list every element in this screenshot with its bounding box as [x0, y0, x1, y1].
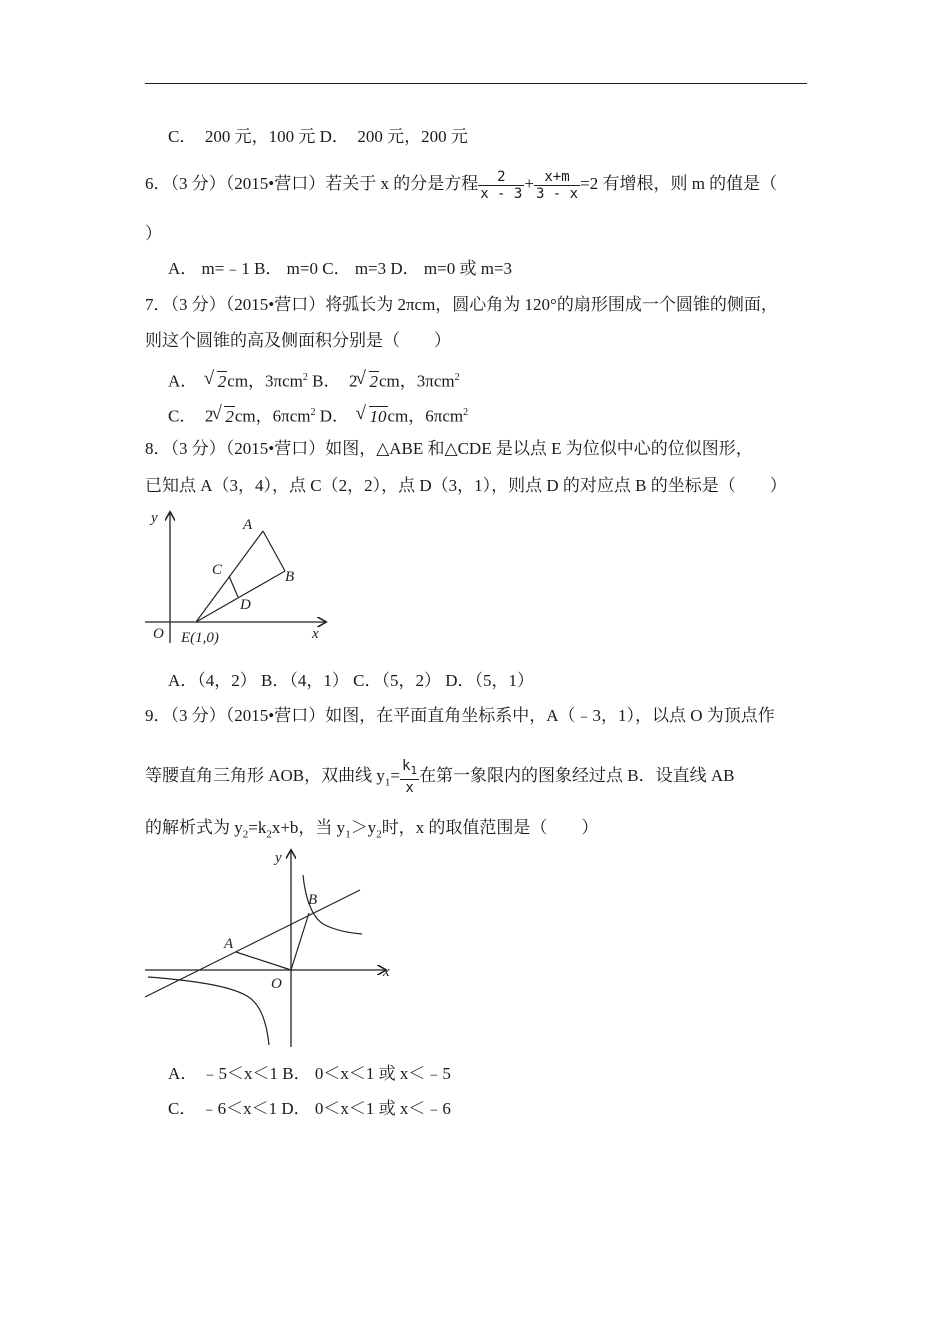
- superscript: 2: [302, 372, 308, 383]
- q7-stem-line2: 则这个圆锥的高及侧面积分别是（ ）: [145, 331, 451, 350]
- subscript: 1: [410, 763, 418, 777]
- q8-stem-line1: 8．（3 分）（2015•营口）如图，△ABE 和△CDE 是以点 E 为位似中心的位似图形，: [145, 439, 753, 458]
- label-E: E(1,0): [181, 630, 219, 646]
- q9-stem3-d: ＞y: [350, 818, 377, 837]
- q9-stem3-e: 时，x 的取值范围是（ ）: [381, 818, 599, 837]
- q9-options-cd: C． ﹣6＜x＜1 D． 0＜x＜1 或 x＜﹣6: [168, 1099, 451, 1118]
- q8-stem-line2: 已知点 A（3，4），点 C（2，2），点 D（3，1），则点 D 的对应点 B 的坐标是（ ）: [145, 476, 787, 495]
- q9-stem3-a: 的解析式为 y: [145, 818, 243, 837]
- sqrt-symbol: [206, 371, 228, 393]
- radicand: 2: [225, 406, 234, 426]
- frac2-numerator: x+m: [534, 169, 580, 186]
- q9-stem-line1: 9．（3 分）（2015•营口）如图，在平面直角坐标系中，A（﹣3，1），以点 O 为顶点作: [145, 706, 775, 725]
- segment-AO: [236, 952, 291, 970]
- q9-stem3-b: =k: [248, 818, 267, 837]
- label-x: x: [312, 626, 319, 642]
- q9-options-ab: A． ﹣5＜x＜1 B． 0＜x＜1 或 x＜﹣5: [168, 1064, 451, 1083]
- q7-option-c-text: cm，6πcm: [234, 406, 311, 426]
- segment-OB: [291, 913, 309, 970]
- segment-AB: [263, 531, 285, 571]
- q9-stem3-c: x+b，当 y: [271, 818, 346, 837]
- q8-figure: [140, 505, 340, 650]
- q8-options: A．（4，2） B．（4，1） C．（5，2） D．（5，1）: [168, 671, 534, 690]
- frac-numerator: k: [402, 758, 411, 775]
- label-y: y: [275, 850, 282, 866]
- equals-sign: =: [390, 766, 400, 785]
- subscript: 2: [266, 828, 272, 841]
- sqrt-symbol: [213, 406, 235, 428]
- frac1-numerator: 2: [478, 169, 524, 186]
- superscript: 2: [463, 407, 469, 418]
- superscript: 2: [454, 372, 460, 383]
- plus-sign: +: [524, 174, 534, 193]
- q9-stem2-text: 等腰直角三角形 AOB，双曲线 y: [145, 766, 385, 785]
- superscript: 2: [310, 407, 316, 418]
- q9-stem-line2: [145, 756, 735, 802]
- frac-denominator: x: [405, 779, 414, 796]
- sqrt-symbol: [358, 371, 380, 393]
- q7-option-b-label: B．: [312, 371, 341, 391]
- line-AB: [145, 890, 360, 997]
- q5-option-c-text: 200 元，100 元 D．: [204, 127, 349, 146]
- q7-options-cd: [168, 402, 468, 428]
- radicand: 2: [369, 371, 378, 391]
- radicand: 10: [369, 406, 387, 426]
- q6-stem-close: ）: [145, 224, 162, 243]
- header-rule: [145, 83, 807, 84]
- q9-stem-line3: [145, 817, 598, 845]
- q7-options-ab: [168, 367, 460, 393]
- subscript: 1: [345, 828, 351, 841]
- label-C: C: [212, 562, 223, 578]
- label-A: A: [224, 936, 234, 952]
- q9-fraction: [400, 758, 419, 796]
- label-B: B: [285, 569, 295, 585]
- q7-option-c-label: C．: [168, 406, 197, 426]
- q7-option-a-text: cm，3πcm: [227, 371, 303, 391]
- q9-figure: [140, 845, 400, 1050]
- q6-stem-part1: 6．（3 分）（2015•营口）若关于 x 的分是方程: [145, 174, 479, 193]
- q7-option-b-text: cm，3πcm: [379, 371, 455, 391]
- q6-stem-part2: =2 有增根，则 m 的值是（: [580, 174, 778, 193]
- coefficient: 2: [349, 371, 358, 391]
- radicand: 2: [217, 371, 227, 391]
- frac2-denominator: 3 - x: [535, 185, 579, 202]
- frac1-denominator: x - 3: [480, 185, 523, 202]
- label-y: y: [151, 510, 158, 526]
- label-O: O: [153, 626, 164, 642]
- q6-options: A． m=﹣1 B． m=0 C． m=3 D． m=0 或 m=3: [168, 259, 513, 278]
- q6-fraction-2: [534, 169, 580, 202]
- q6-stem: [145, 166, 777, 202]
- subscript: 2: [242, 828, 249, 841]
- q5-option-c-label: C．: [168, 127, 197, 146]
- q5-options-cd: [168, 126, 468, 148]
- q7-stem-line1: 7．（3 分）（2015•营口）将弧长为 2πcm，圆心角为 120°的扇形围成一个圆锥的侧面，: [145, 295, 778, 314]
- label-D: D: [240, 597, 251, 613]
- q7-option-d-label: D．: [319, 406, 349, 426]
- q7-option-d-text: cm，6πcm: [387, 406, 464, 426]
- q7-option-a-label: A．: [168, 371, 198, 391]
- subscript: 2: [376, 828, 382, 841]
- label-A: A: [243, 517, 253, 533]
- segment-CD: [229, 576, 238, 597]
- subscript: 1: [384, 776, 391, 789]
- q6-fraction-1: [478, 169, 524, 202]
- hyperbola-branch-q3: [148, 977, 269, 1045]
- coefficient: 2: [204, 406, 214, 426]
- q9-stem2-tail: 在第一象限内的图象经过点 B．设直线 AB: [419, 766, 735, 785]
- q5-option-d-text: 200 元，200 元: [357, 127, 468, 146]
- label-B: B: [308, 892, 318, 908]
- sqrt-symbol: [358, 406, 388, 428]
- label-x: x: [383, 964, 390, 980]
- label-O: O: [271, 976, 282, 992]
